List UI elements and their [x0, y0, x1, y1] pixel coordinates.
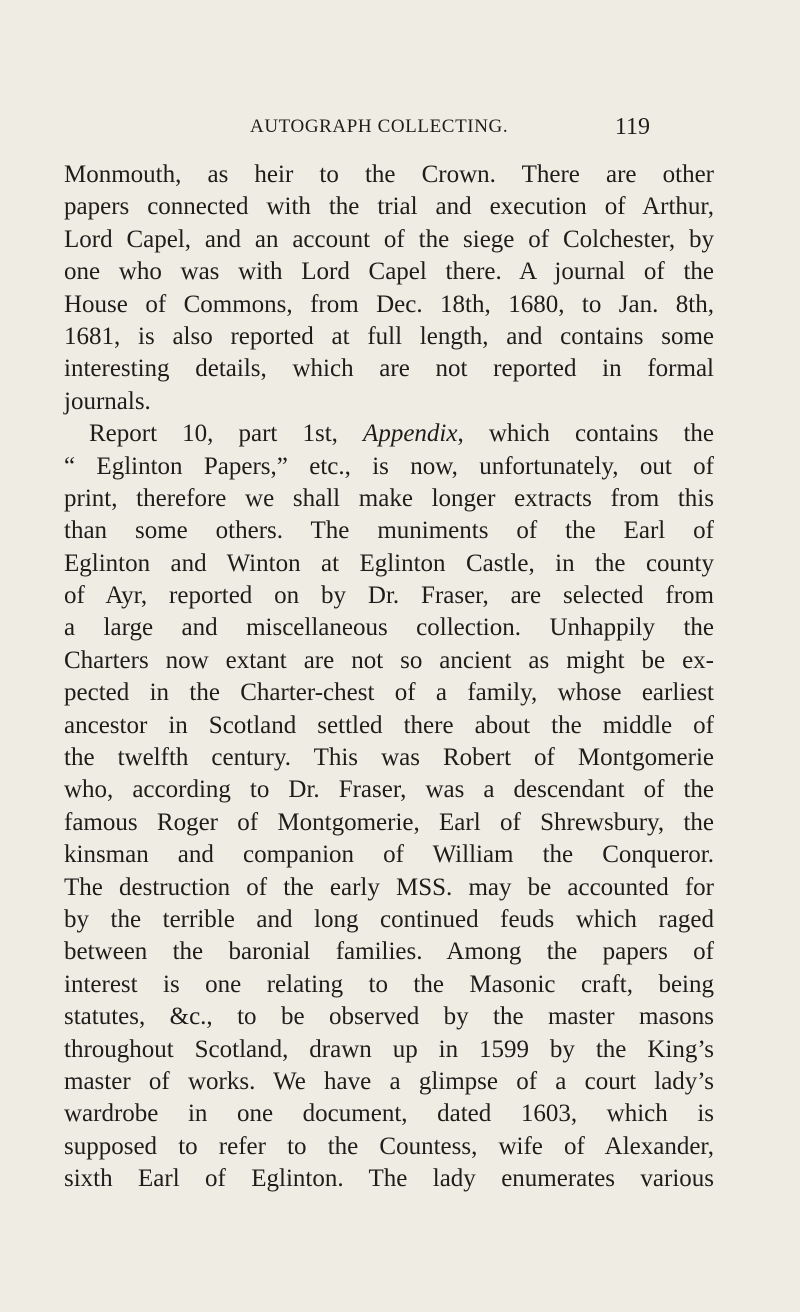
text-line: Lord Capel, and an account of the siege of Colchester, by	[64, 225, 714, 253]
text-run: Report 10, part 1st,	[89, 420, 338, 448]
body-text	[64, 159, 714, 1196]
running-head	[250, 116, 650, 140]
text-line: ancestor in Scotland settled there about the middle of	[64, 711, 714, 739]
page-number: 119	[614, 114, 650, 140]
text-line: of Ayr, reported on by Dr. Fraser, are selected from	[64, 582, 714, 610]
text-line: Charters now extant are not so ancient as might be ex-	[64, 646, 714, 674]
text-line: by the terrible and long continued feuds which raged	[64, 905, 714, 933]
text-line: 1681, is also reported at full length, and contains some	[64, 322, 714, 350]
text-line: who, according to Dr. Fraser, was a descendant of the	[64, 776, 714, 804]
appendix-italic: Appendix	[363, 420, 458, 448]
text-line: kinsman and companion of William the Conqueror.	[64, 841, 714, 869]
text-line: wardrobe in one document, dated 1603, which is	[64, 1100, 714, 1128]
text-line: interesting details, which are not reported in formal	[64, 355, 714, 383]
text-line: master of works. We have a glimpse of a court lady’s	[64, 1067, 714, 1095]
running-title: AUTOGRAPH COLLECTING.	[250, 116, 509, 137]
text-line: House of Commons, from Dec. 18th, 1680, to Jan. 8th,	[64, 290, 714, 318]
text-line: statutes, &c., to be observed by the master masons	[64, 1003, 714, 1031]
text-line: print, therefore we shall make longer extracts from this	[64, 484, 714, 512]
text-run: , which contains the	[457, 420, 715, 448]
text-line: supposed to refer to the Countess, wife of Alexander,	[64, 1132, 714, 1160]
text-line: pected in the Charter-chest of a family, whose earliest	[64, 679, 714, 707]
text-line: journals.	[64, 387, 151, 415]
text-line: one who was with Lord Capel there. A journal of the	[64, 258, 714, 286]
text-line: the twelfth century. This was Robert of Montgomerie	[64, 744, 714, 772]
text-line: famous Roger of Montgomerie, Earl of Shrewsbury, the	[64, 808, 714, 836]
text-line: a large and miscellaneous collection. Unhappily the	[64, 614, 714, 642]
text-line: Monmouth, as heir to the Crown. There are other	[64, 161, 714, 188]
text-line: between the baronial families. Among the papers of	[64, 938, 714, 966]
text-line: than some others. The muniments of the Earl of	[64, 517, 714, 545]
text-line: “ Eglinton Papers,” etc., is now, unfortunately, out of	[64, 452, 714, 480]
text-line	[64, 418, 714, 450]
text-line: papers connected with the trial and execution of Arthur,	[64, 193, 714, 221]
text-line: interest is one relating to the Masonic craft, being	[64, 970, 714, 998]
text-line: throughout Scotland, drawn up in 1599 by the King’s	[64, 1035, 714, 1063]
text-line: Eglinton and Winton at Eglinton Castle, in the county	[64, 549, 714, 577]
text-line: The destruction of the early MSS. may be accounted for	[64, 873, 714, 901]
text-line: sixth Earl of Eglinton. The lady enumerates various	[64, 1165, 714, 1193]
